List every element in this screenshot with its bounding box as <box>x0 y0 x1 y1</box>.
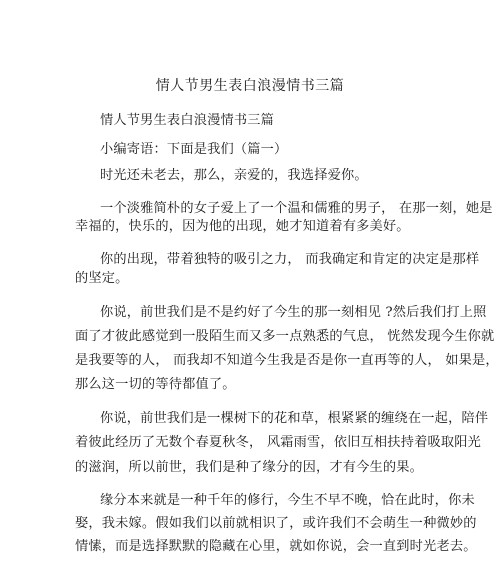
paragraph-line: 缘分本来就是一种千年的修行，今生不早不晚，恰在此时，你未 <box>100 493 475 508</box>
document-title: 情人节男生表白浪漫情书三篇 <box>155 78 345 94</box>
document-subtitle: 情人节男生表白浪漫情书三篇 <box>100 113 275 128</box>
paragraph-line: 那么这一切的等待都值了。 <box>75 377 236 392</box>
paragraph-line: 是我要等的人， 而我却不知道今生我是否是你一直再等的人， 如果是， <box>75 353 499 368</box>
paragraph-line: 一个淡雅简朴的女子爱上了一个温和儒雅的男子， 在那一刻，她是 <box>100 201 493 216</box>
paragraph-line: 的坚定。 <box>75 271 129 286</box>
paragraph-line: 你的出现，带着独特的吸引之力， 而我确定和肯定的决定是那样 <box>100 252 480 267</box>
paragraph-line: 情愫，而是选择默默的隐藏在心里，就如你说，会一直到时光老去。 <box>75 539 477 554</box>
paragraph-line: 的滋润，所以前世，我们是种了缘分的因，才有今生的果。 <box>75 460 424 475</box>
paragraph-line: 着彼此经历了无数个春夏秋冬， 风霜雨雪，依旧互相扶持着吸取阳光 <box>75 435 482 450</box>
editor-note: 小编寄语：下面是我们（篇一） <box>100 142 288 157</box>
paragraph-line: 你说，前世我们是一棵树下的花和草，根紧紧的缠绕在一起，陪伴 <box>100 411 489 426</box>
paragraph-line: 娶，我未嫁。假如我们以前就相识了，或许我们不会萌生一种微妙的 <box>75 516 477 531</box>
paragraph-line: 面了才彼此感觉到一股陌生而又多一点熟悉的气息， 恍然发现今生你就 <box>75 329 495 344</box>
paragraph-line: 你说，前世我们是不是约好了今生的那一刻相见 ?然后我们打上照 <box>100 305 487 320</box>
paragraph-line: 幸福的，快乐的，因为他的出现，她才知道着有多美好。 <box>75 219 410 234</box>
opening-line: 时光还未老去，那么，亲爱的，我选择爱你。 <box>100 168 368 183</box>
